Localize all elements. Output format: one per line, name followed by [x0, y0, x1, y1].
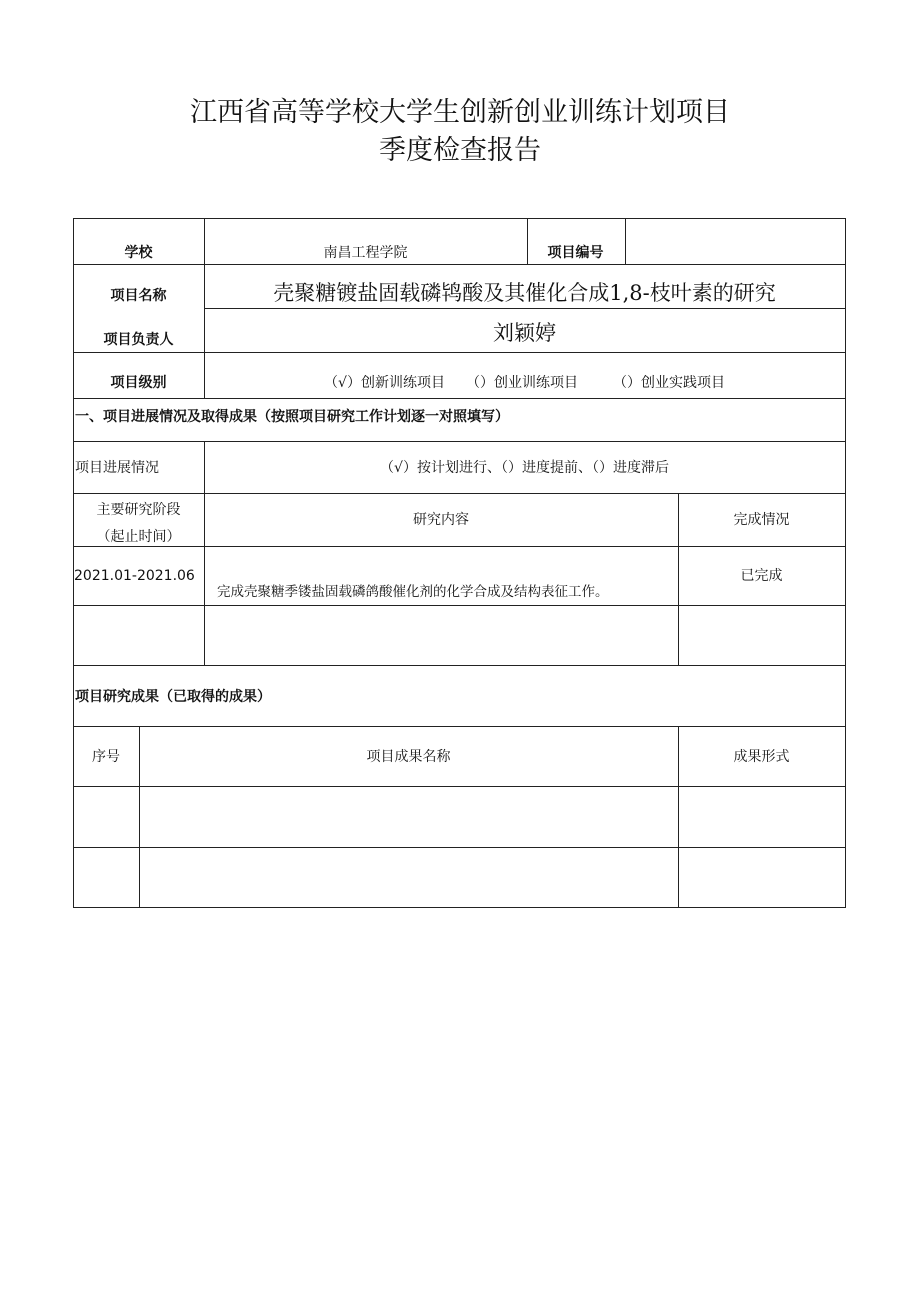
project-no-label: 项目编号: [547, 245, 604, 261]
col-status: 完成情况: [733, 512, 790, 528]
col-content: 研究内容: [413, 512, 469, 528]
section1-heading: 一、项目进展情况及取得成果（按照项目研究工作计划逐一对照填写）: [75, 409, 509, 425]
level-options: （√）创新训练项目 （）创业训练项目 （）创业实践项目: [324, 375, 725, 391]
level-label: 项目级别: [110, 375, 167, 391]
school-value: 南昌工程学院: [323, 245, 408, 261]
report-title-line2: 季度检查报告: [379, 135, 541, 166]
project-name-label: 项目名称: [110, 288, 167, 304]
school-label: 学校: [124, 245, 153, 261]
col-form: 成果形式: [733, 749, 790, 765]
progress-value: （√）按计划进行、（）进度提前、（）进度滞后: [380, 460, 669, 476]
stage-row-1-content: 完成壳聚糖季镂盐固载磷鸽酸催化剂的化学合成及结构表征工作。: [217, 584, 609, 600]
col-stage-line2: （起止时间）: [96, 529, 181, 545]
leader-value: 刘颖婷: [493, 321, 556, 345]
stage-row-1-status: 已完成: [740, 568, 783, 584]
col-name: 项目成果名称: [366, 749, 451, 765]
col-stage-line1: 主要研究阶段: [96, 502, 181, 518]
report-title-line1: 江西省高等学校大学生创新创业训练计划项目: [190, 97, 730, 128]
section2-heading: 项目研究成果（已取得的成果）: [75, 689, 271, 705]
progress-label: 项目进展情况: [75, 460, 159, 476]
stage-row-1-stage: 2021.01-2021.06: [74, 568, 195, 584]
col-no: 序号: [92, 749, 120, 765]
project-name-value: 壳聚糖镀盐固载磷鸨酸及其催化合成1,8-枝叶素的研究: [273, 281, 776, 305]
leader-label: 项目负责人: [103, 332, 174, 348]
